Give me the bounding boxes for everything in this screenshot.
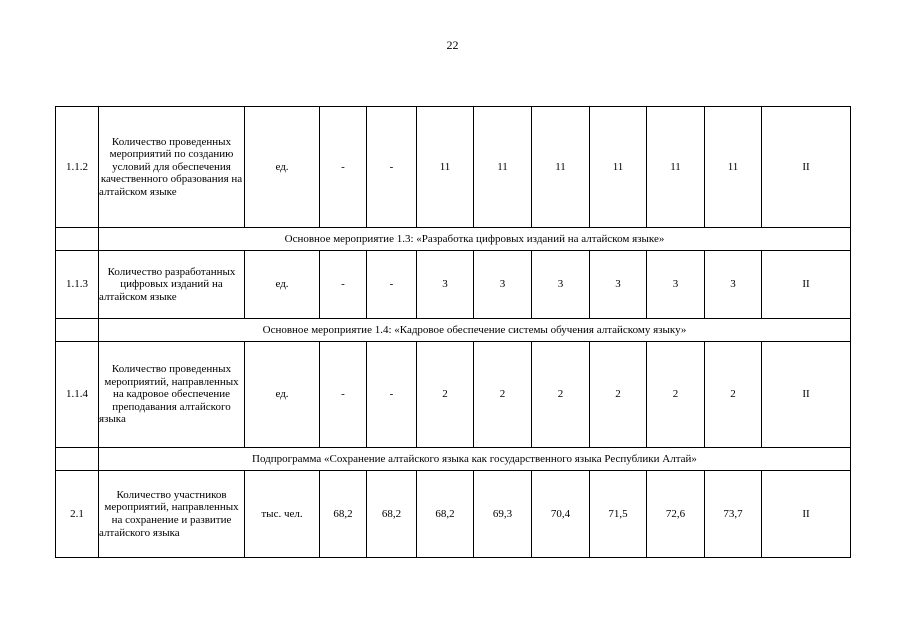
- page-number: 22: [446, 38, 459, 52]
- indicator-row: [56, 251, 851, 319]
- note-cell: II: [762, 471, 851, 558]
- value-cell: -: [320, 251, 367, 319]
- section-heading: Подпрограмма «Сохранение алтайского языка как государственного языка Республики Алтай»: [99, 448, 851, 471]
- table-body: [56, 107, 851, 558]
- indicator-row: [56, 471, 851, 558]
- value-cell: 2: [647, 342, 705, 448]
- value-cell: -: [367, 251, 417, 319]
- section-row: [56, 319, 851, 342]
- value-cell: 2: [417, 342, 474, 448]
- note-cell: II: [762, 342, 851, 448]
- value-cell: 2: [705, 342, 762, 448]
- value-cell: 3: [590, 251, 647, 319]
- value-cell: 73,7: [705, 471, 762, 558]
- indicator-name: Количество разработанных цифровых изданий на алтайском языке: [99, 251, 245, 319]
- unit-cell: ед.: [245, 342, 320, 448]
- section-heading: Основное мероприятие 1.4: «Кадровое обеспечение системы обучения алтайскому языку»: [99, 319, 851, 342]
- value-cell: 3: [532, 251, 590, 319]
- value-cell: 71,5: [590, 471, 647, 558]
- indicator-name: Количество участников мероприятий, направленных на сохранение и развитие алтайского языка: [99, 471, 245, 558]
- value-cell: 2: [590, 342, 647, 448]
- value-cell: -: [320, 342, 367, 448]
- note-cell: II: [762, 107, 851, 228]
- value-cell: 68,2: [367, 471, 417, 558]
- value-cell: 72,6: [647, 471, 705, 558]
- value-cell: 3: [705, 251, 762, 319]
- value-cell: 11: [647, 107, 705, 228]
- unit-cell: ед.: [245, 107, 320, 228]
- indicator-name: Количество проведенных мероприятий по созданию условий для обеспечения качественного образования на алтайском языке: [99, 107, 245, 228]
- note-cell: II: [762, 251, 851, 319]
- value-cell: 68,2: [320, 471, 367, 558]
- value-cell: 3: [417, 251, 474, 319]
- value-cell: 11: [474, 107, 532, 228]
- indicator-row: [56, 107, 851, 228]
- value-cell: 69,3: [474, 471, 532, 558]
- value-cell: 3: [647, 251, 705, 319]
- section-number-cell: [56, 448, 99, 471]
- value-cell: 2: [532, 342, 590, 448]
- value-cell: 68,2: [417, 471, 474, 558]
- section-number-cell: [56, 319, 99, 342]
- value-cell: 2: [474, 342, 532, 448]
- value-cell: -: [320, 107, 367, 228]
- section-row: [56, 448, 851, 471]
- value-cell: 70,4: [532, 471, 590, 558]
- value-cell: 11: [532, 107, 590, 228]
- value-cell: 3: [474, 251, 532, 319]
- section-heading: Основное мероприятие 1.3: «Разработка цифровых изданий на алтайском языке»: [99, 228, 851, 251]
- unit-cell: ед.: [245, 251, 320, 319]
- indicator-name: Количество проведенных мероприятий, направленных на кадровое обеспечение преподавания алтайского языка: [99, 342, 245, 448]
- section-row: [56, 228, 851, 251]
- value-cell: -: [367, 342, 417, 448]
- indicator-number: 1.1.4: [56, 342, 99, 448]
- value-cell: -: [367, 107, 417, 228]
- indicator-number: 2.1: [56, 471, 99, 558]
- section-number-cell: [56, 228, 99, 251]
- value-cell: 11: [705, 107, 762, 228]
- indicator-row: [56, 342, 851, 448]
- indicators-table: [55, 106, 851, 558]
- value-cell: 11: [417, 107, 474, 228]
- unit-cell: тыс. чел.: [245, 471, 320, 558]
- value-cell: 11: [590, 107, 647, 228]
- indicator-number: 1.1.3: [56, 251, 99, 319]
- indicator-number: 1.1.2: [56, 107, 99, 228]
